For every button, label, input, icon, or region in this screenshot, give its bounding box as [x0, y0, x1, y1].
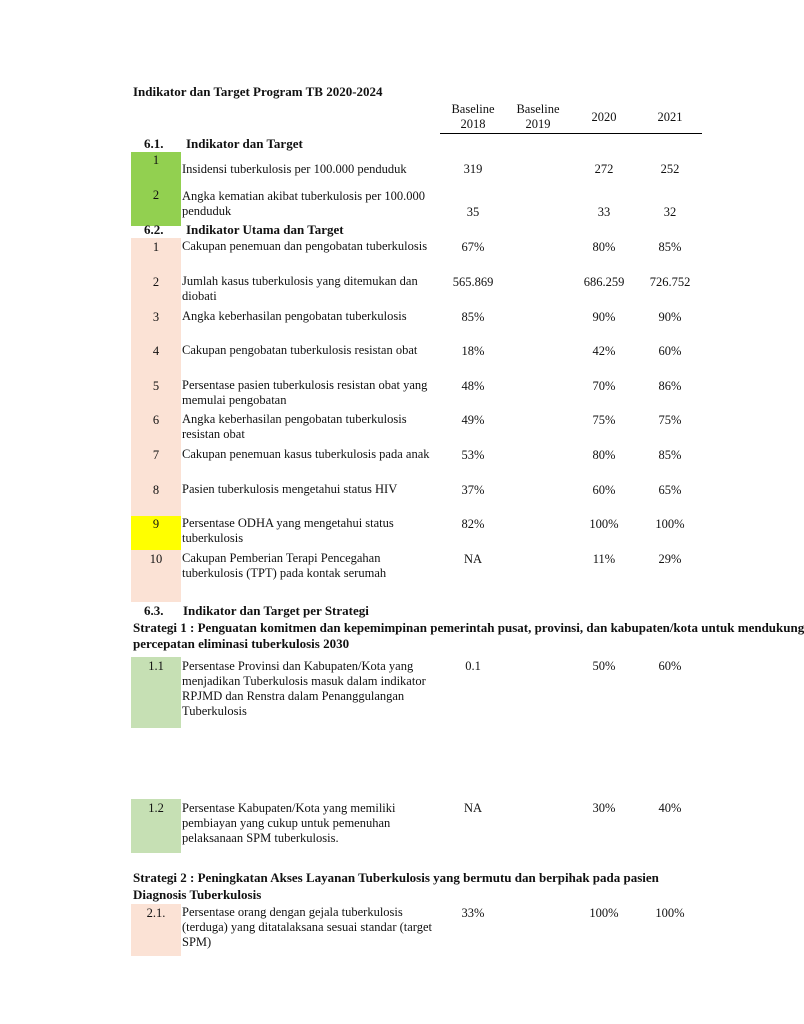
header-2020: 2020 — [591, 110, 617, 124]
row62-4-no: 4 — [152, 344, 160, 358]
row62-7-2020: 80% — [592, 448, 616, 462]
row-s2-1-2021: 100% — [655, 906, 685, 920]
row62-1-text: Cakupan penemuan dan pengobatan tuberkulosis — [182, 239, 428, 253]
header-2021: 2021 — [657, 110, 683, 124]
row61-1-no: 1 — [152, 153, 160, 167]
strategi-2-line-1: Strategi 2 : Peningkatan Akses Layanan Tuberkulosis yang bermutu dan berpihak pada pasien — [133, 870, 659, 885]
row62-2-b2018: 565.869 — [452, 275, 494, 289]
strategi-1-line-2: percepatan eliminasi tuberkulosis 2030 — [133, 636, 350, 651]
strategi-2-line-2: Diagnosis Tuberkulosis — [133, 887, 262, 902]
section-6-3-title: Indikator dan Target per Strategi — [183, 603, 369, 618]
row62-10-2021: 29% — [658, 552, 682, 566]
row61-2-2021: 32 — [663, 205, 677, 219]
row62-6-b2018: 49% — [461, 413, 485, 427]
page-title: Indikator dan Target Program TB 2020-2024 — [133, 84, 383, 99]
row62-3-2021: 90% — [658, 310, 682, 324]
row62-8-2020: 60% — [592, 483, 616, 497]
row62-1-b2018: 67% — [461, 240, 485, 254]
row62-8-text: Pasien tuberkulosis mengetahui status HIV — [182, 482, 398, 496]
row-s1-2-2020: 30% — [592, 801, 616, 815]
row62-5-b2018: 48% — [461, 379, 485, 393]
row62-4-b2018: 18% — [461, 344, 485, 358]
row-s1-1-2021: 60% — [658, 659, 682, 673]
row61-2-b2018: 35 — [466, 205, 480, 219]
row62-2-text: Jumlah kasus tuberkulosis yang ditemukan dan diobati — [182, 274, 418, 303]
row62-8-no: 8 — [152, 483, 160, 497]
row62-9-2020: 100% — [589, 517, 619, 531]
header-baseline-2018: Baseline 2018 — [451, 102, 495, 131]
row61-1-2020: 272 — [594, 162, 614, 176]
row-s2-1-no: 2.1. — [146, 906, 166, 920]
row62-10-b2018: NA — [463, 552, 483, 566]
row61-2-text: Angka kematian akibat tuberkulosis per 100.000 penduduk — [182, 189, 425, 218]
row62-1-2020: 80% — [592, 240, 616, 254]
row62-7-no: 7 — [152, 448, 160, 462]
section-6-3-number: 6.3. — [144, 603, 164, 618]
row62-1-no: 1 — [152, 240, 160, 254]
row62-2-2020: 686.259 — [583, 275, 625, 289]
row61-2-no: 2 — [152, 188, 160, 202]
row62-6-2021: 75% — [658, 413, 682, 427]
row-s1-2-no: 1.2 — [148, 801, 164, 815]
row62-2-2021: 726.752 — [649, 275, 691, 289]
row62-5-text: Persentase pasien tuberkulosis resistan obat yang memulai pengobatan — [182, 378, 428, 407]
section-6-1-number: 6.1. — [144, 136, 164, 151]
row62-2-no: 2 — [152, 275, 160, 289]
row62-7-b2018: 53% — [461, 448, 485, 462]
row-s1-2-text: Persentase Kabupaten/Kota yang memiliki pembiayan yang cukup untuk pemenuhan pelaksanaan SPM tuberkulosis. — [182, 801, 396, 845]
row-s2-1-b2018: 33% — [461, 906, 485, 920]
row-s1-1-b2018: 0.1 — [465, 659, 481, 673]
row62-8-b2018: 37% — [461, 483, 485, 497]
header-underline — [440, 133, 702, 134]
row61-1-text: Insidensi tuberkulosis per 100.000 penduduk — [182, 162, 407, 176]
row61-1-2021: 252 — [660, 162, 680, 176]
strategi-1-line-1: Strategi 1 : Penguatan komitmen dan kepemimpinan pemerintah pusat, provinsi, dan kabupaten/kota untuk mendukung — [133, 620, 804, 635]
row62-6-no: 6 — [152, 413, 160, 427]
row62-6-text: Angka keberhasilan pengobatan tuberkulosis resistan obat — [182, 412, 407, 441]
section-6-2-number: 6.2. — [144, 222, 164, 237]
section-6-1-title: Indikator dan Target — [186, 136, 303, 151]
row62-4-text: Cakupan pengobatan tuberkulosis resistan obat — [182, 343, 418, 357]
row62-7-text: Cakupan penemuan kasus tuberkulosis pada anak — [182, 447, 430, 461]
row62-3-b2018: 85% — [461, 310, 485, 324]
row62-6-2020: 75% — [592, 413, 616, 427]
header-baseline-2019: Baseline 2019 — [516, 102, 560, 131]
row62-9-text: Persentase ODHA yang mengetahui status tuberkulosis — [182, 516, 394, 545]
row61-1-b2018: 319 — [463, 162, 483, 176]
row-s2-1-text: Persentase orang dengan gejala tuberkulosis (terduga) yang ditatalaksana sesuai standar (target SPM) — [182, 905, 433, 949]
row62-5-2020: 70% — [592, 379, 616, 393]
row62-10-text: Cakupan Pemberian Terapi Pencegahan tuberkulosis (TPT) pada kontak serumah — [182, 551, 387, 580]
row62-3-text: Angka keberhasilan pengobatan tuberkulosis — [182, 309, 407, 323]
row62-9-no: 9 — [152, 517, 160, 531]
row-s1-1-no: 1.1 — [148, 659, 164, 673]
row62-5-2021: 86% — [658, 379, 682, 393]
row-s1-2-b2018: NA — [463, 801, 483, 815]
row62-10-2020: 11% — [592, 552, 616, 566]
row-s1-2-2021: 40% — [658, 801, 682, 815]
row62-3-2020: 90% — [592, 310, 616, 324]
row61-2-2020: 33 — [597, 205, 611, 219]
row62-1-2021: 85% — [658, 240, 682, 254]
row62-5-no: 5 — [152, 379, 160, 393]
row-s1-1-2020: 50% — [592, 659, 616, 673]
row62-4-2020: 42% — [592, 344, 616, 358]
row-s2-1-2020: 100% — [589, 906, 619, 920]
section-6-2-title: Indikator Utama dan Target — [186, 222, 344, 237]
row62-9-2021: 100% — [655, 517, 685, 531]
row-s1-1-text: Persentase Provinsi dan Kabupaten/Kota yang menjadikan Tuberkulosis masuk dalam indikator RPJMD dan Renstra dalam Penanggulangan Tuberkulosis — [182, 659, 426, 718]
row62-3-no: 3 — [152, 310, 160, 324]
row62-8-2021: 65% — [658, 483, 682, 497]
row62-10-no: 10 — [149, 552, 163, 566]
row62-4-2021: 60% — [658, 344, 682, 358]
row62-7-2021: 85% — [658, 448, 682, 462]
row62-9-b2018: 82% — [461, 517, 485, 531]
